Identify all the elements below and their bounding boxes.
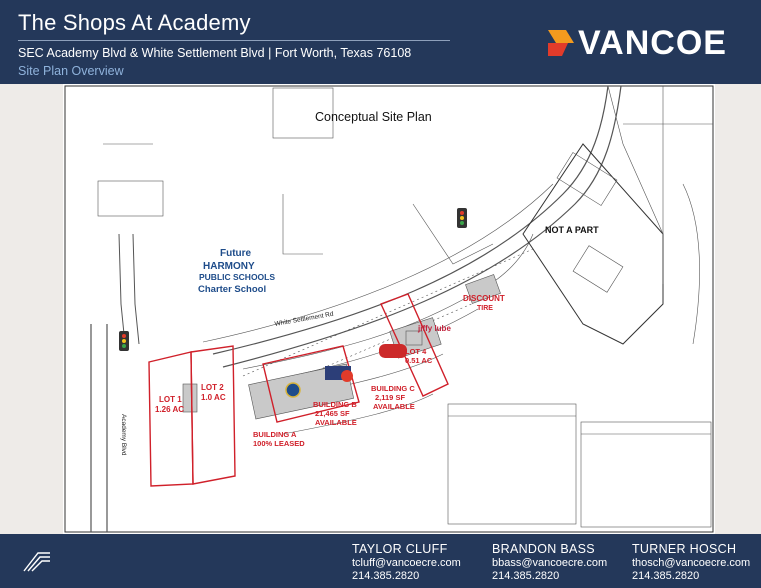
school-label-public-schools: PUBLIC SCHOOLS xyxy=(199,272,276,282)
contact-card-turner xyxy=(632,542,750,583)
discount-tire-label-2: TIRE xyxy=(477,305,493,312)
road-label-academy: Academy Blvd xyxy=(120,414,127,456)
lot-1-area: 1.26 AC xyxy=(155,405,185,414)
traffic-signal-icon xyxy=(119,331,129,351)
contact-phone[interactable]: 214.385.2820 xyxy=(632,570,700,582)
contact-email[interactable]: bbass@vancoecre.com xyxy=(492,557,608,569)
brand-wordmark: VANCOE xyxy=(578,24,727,62)
contact-email[interactable]: tcluff@vancoecre.com xyxy=(352,557,461,569)
footer-bar xyxy=(0,534,761,588)
lot-1-label: LOT 1 xyxy=(159,395,182,404)
building-b-status: AVAILABLE xyxy=(315,418,357,427)
contact-phone[interactable]: 214.385.2820 xyxy=(352,570,420,582)
not-a-part-label: NOT A PART xyxy=(545,225,599,235)
brand-logo xyxy=(548,25,727,61)
map-heading: Conceptual Site Plan xyxy=(315,110,432,124)
brand-mark-icon xyxy=(548,28,574,58)
contact-name: BRANDON BASS xyxy=(492,542,595,556)
school-label-future: Future xyxy=(220,248,252,259)
lot-2-label: LOT 2 xyxy=(201,383,224,392)
contact-name: TURNER HOSCH xyxy=(632,542,737,556)
school-label-charter: Charter School xyxy=(198,284,267,295)
header-bar xyxy=(0,0,761,84)
title-divider xyxy=(18,40,450,41)
restaurant-logo-icon xyxy=(379,344,407,358)
building-c-size: 2,119 SF xyxy=(375,393,406,402)
school-label-harmony: HARMONY xyxy=(203,261,255,272)
contact-phone[interactable]: 214.385.2820 xyxy=(492,570,560,582)
tenant-seal-icon xyxy=(286,383,300,397)
contact-card-taylor xyxy=(352,542,461,583)
site-plan-drawing xyxy=(63,84,715,534)
contact-card-brandon xyxy=(492,542,607,583)
road-label-white-settlement: White Settlement Rd xyxy=(274,310,335,328)
jiffy-lube-label: jiffy lube xyxy=(418,324,451,333)
traffic-signal-icon xyxy=(457,208,467,228)
contact-name: TAYLOR CLUFF xyxy=(352,542,448,556)
building-b-label: BUILDING B xyxy=(313,400,357,409)
lot-4-label: LOT 4 xyxy=(405,347,427,356)
building-b-size: 21,465 SF xyxy=(315,409,350,418)
building-a-status: 100% LEASED xyxy=(253,439,305,448)
building-a-label: BUILDING A xyxy=(253,430,297,439)
site-plan-map xyxy=(63,84,715,534)
property-address: SEC Academy Blvd & White Settlement Blvd | Fort Worth, Texas 76108 xyxy=(18,46,412,60)
lot-2-area: 1.0 AC xyxy=(201,393,226,402)
building-c-status: AVAILABLE xyxy=(373,402,415,411)
contact-email[interactable]: thosch@vancoecre.com xyxy=(632,557,751,569)
page-title: The Shops At Academy xyxy=(18,10,251,35)
brand-emblem-icon xyxy=(22,547,52,575)
discount-tire-label-1: DISCOUNT xyxy=(463,294,505,303)
building-c-label: BUILDING C xyxy=(371,384,415,393)
lot-4-area: 0.51 AC xyxy=(405,356,433,365)
tenant-logo-icon xyxy=(341,370,353,382)
page-subtitle: Site Plan Overview xyxy=(18,64,124,78)
